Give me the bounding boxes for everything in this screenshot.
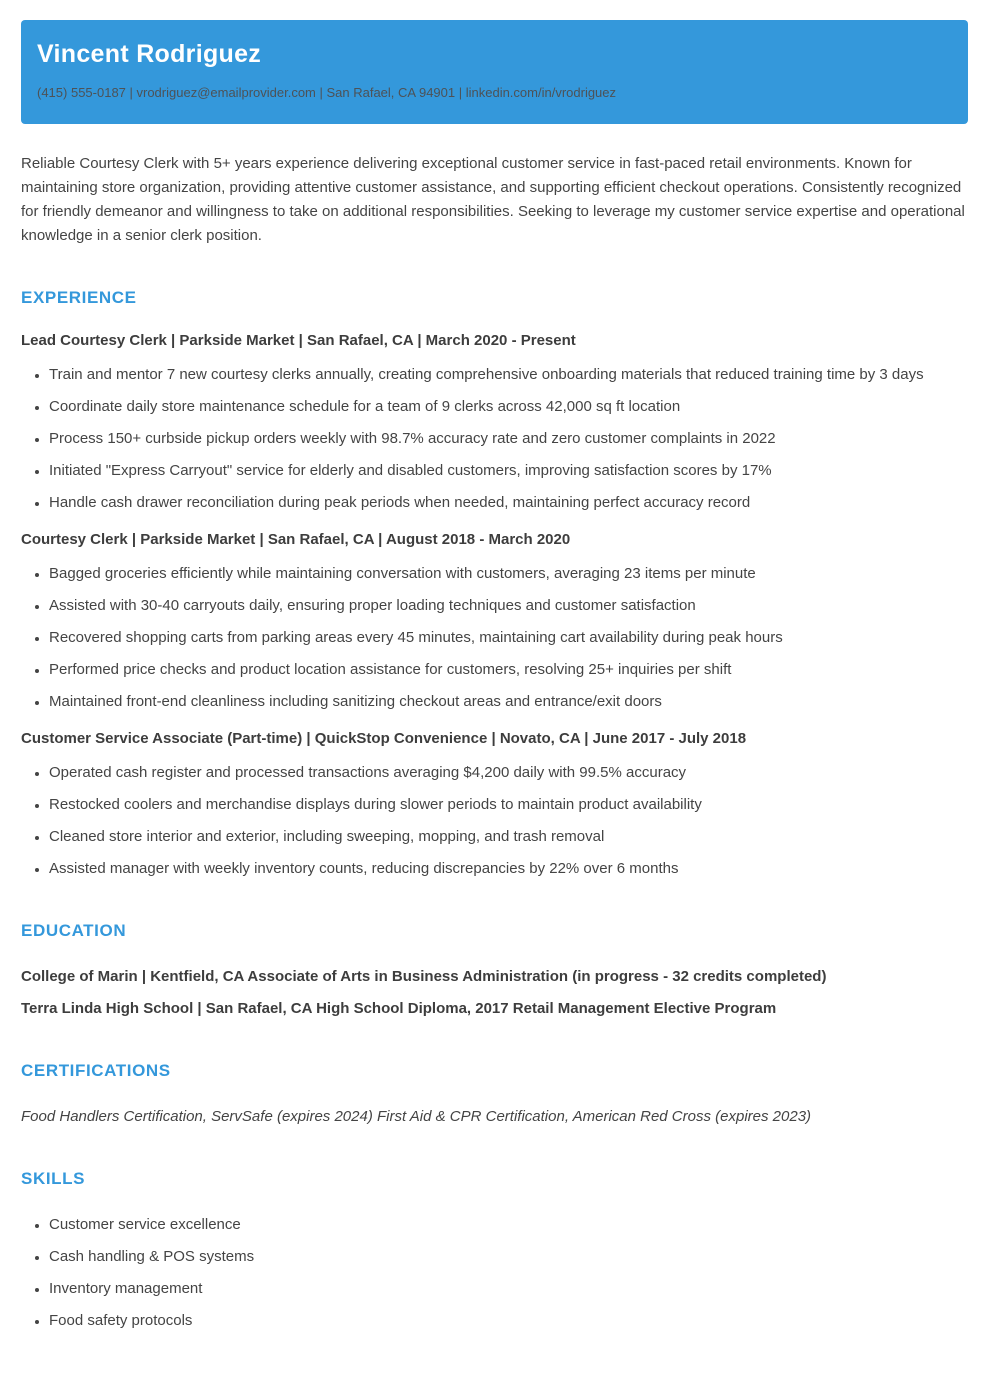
job-heading: Courtesy Clerk | Parkside Market | San Rafael, CA | August 2018 - March 2020 [21, 531, 571, 548]
job-bullet: • Coordinate daily store maintenance schedule for a team of 9 clerks across 42,000 sq ft location [49, 395, 968, 419]
job-bullet-list [21, 562, 968, 714]
job-heading: Lead Courtesy Clerk | Parkside Market | San Rafael, CA | March 2020 - Present [21, 332, 576, 349]
job-entry [21, 332, 968, 515]
job-entry [21, 531, 968, 714]
job-bullet-list [21, 363, 968, 515]
certifications-text: Food Handlers Certification, ServSafe (expires 2024) First Aid & CPR Certification, American Red Cross (expires 2023) [21, 1108, 812, 1125]
job-bullet: • Bagged groceries efficiently while maintaining conversation with customers, averaging 23 items per minute [49, 562, 968, 586]
job-bullet-list [21, 761, 968, 881]
resume-header [21, 20, 968, 124]
skills-list [21, 1213, 968, 1333]
job-bullet: • Maintained front-end cleanliness including sanitizing checkout areas and entrance/exit doors [49, 690, 968, 714]
job-bullet: • Performed price checks and product location assistance for customers, resolving 25+ inquiries per shift [49, 658, 968, 682]
education-entry: Terra Linda High School | San Rafael, CA High School Diploma, 2017 Retail Management Elective Program [21, 1000, 777, 1017]
job-bullet: • Recovered shopping carts from parking areas every 45 minutes, maintaining cart availability during peak hours [49, 626, 968, 650]
job-bullet: • Restocked coolers and merchandise displays during slower periods to maintain product availability [49, 793, 968, 817]
job-bullet: • Assisted with 30-40 carryouts daily, ensuring proper loading techniques and customer satisfaction [49, 594, 968, 618]
job-bullet: • Process 150+ curbside pickup orders weekly with 98.7% accuracy rate and zero customer complaints in 2022 [49, 427, 968, 451]
summary-paragraph: Reliable Courtesy Clerk with 5+ years experience delivering exceptional customer service in fast-paced retail environments. Known for maintaining store organization, providing attentive customer assistance, and supporting efficient checkout operations. Consistently recognized for friendly demeanor and willingness to take on additional responsibilities. Seeking to leverage my customer service expertise and operational knowledge in a senior clerk position. [21, 155, 965, 244]
job-bullet: • Assisted manager with weekly inventory counts, reducing discrepancies by 22% over 6 months [49, 857, 968, 881]
job-entry [21, 730, 968, 881]
job-bullet: • Handle cash drawer reconciliation during peak periods when needed, maintaining perfect accuracy record [49, 491, 968, 515]
contact-line: (415) 555-0187 | vrodriguez@emailprovider.com | San Rafael, CA 94901 | linkedin.com/in/vrodriguez [37, 85, 617, 100]
education-entry: College of Marin | Kentfield, CA Associate of Arts in Business Administration (in progress - 32 credits completed) [21, 968, 827, 985]
skill-item: • Food safety protocols [49, 1309, 968, 1333]
job-bullet: • Operated cash register and processed transactions averaging $4,200 daily with 99.5% accuracy [49, 761, 968, 785]
skill-item: • Cash handling & POS systems [49, 1245, 968, 1269]
section-title-skills: SKILLS [21, 1169, 86, 1188]
skill-item: • Inventory management [49, 1277, 968, 1301]
section-title-education: EDUCATION [21, 921, 127, 940]
section-title-certifications: CERTIFICATIONS [21, 1061, 171, 1080]
job-bullet: • Cleaned store interior and exterior, including sweeping, mopping, and trash removal [49, 825, 968, 849]
section-title-experience: EXPERIENCE [21, 288, 137, 307]
skill-item: • Customer service excellence [49, 1213, 968, 1237]
job-heading: Customer Service Associate (Part-time) | QuickStop Convenience | Novato, CA | June 2017 - July 2018 [21, 730, 747, 747]
job-bullet: • Train and mentor 7 new courtesy clerks annually, creating comprehensive onboarding materials that reduced training time by 3 days [49, 363, 968, 387]
job-bullet: • Initiated "Express Carryout" service for elderly and disabled customers, improving satisfaction scores by 17% [49, 459, 968, 483]
candidate-name: Vincent Rodriguez [37, 40, 262, 68]
